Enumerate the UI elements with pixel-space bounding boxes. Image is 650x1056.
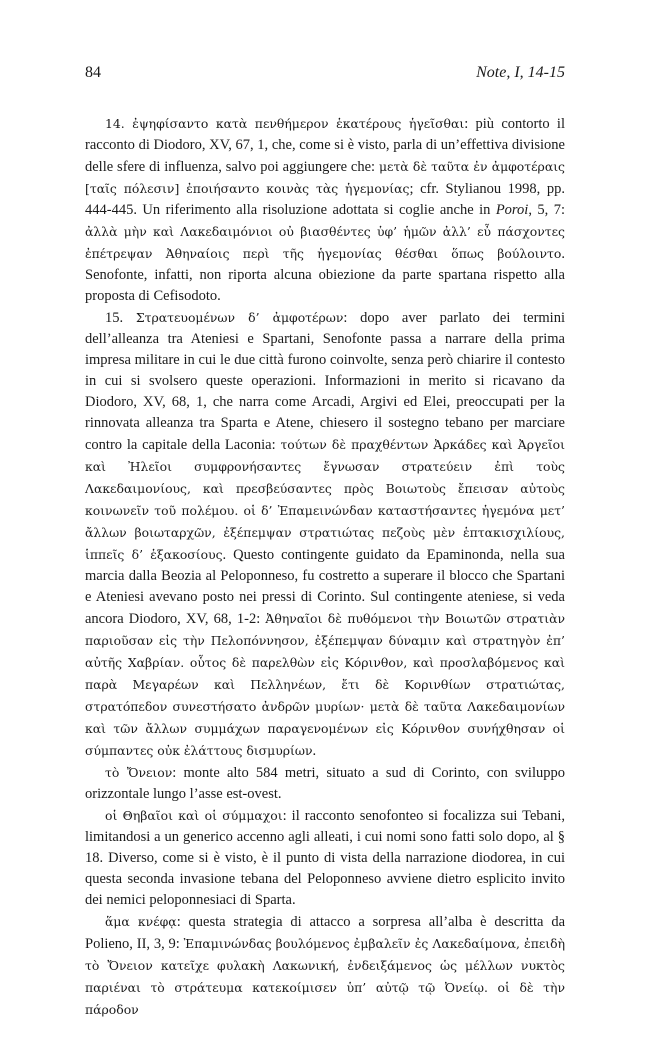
- greek-quotation: τὸ Ὄνειον: [105, 765, 173, 780]
- commentary-text: : il racconto senofonteo si focalizza sui Tebani, limitandosi a un generico accenno agli alleati, i cui nomi sono fatti solo dopo, al § 18. Diverso, come si è visto, è il punto di vista della narrazione diodorea, in cui questa seconda invasione tebana del Peloponneso avviene dietro esplicito invito dei nemici peloponnesiaci di Sparta.: [85, 808, 565, 908]
- commentary-text: .: [312, 743, 317, 759]
- page-number: 84: [85, 64, 101, 81]
- greek-quotation: ἅμα κνέφᾳ: [105, 914, 177, 929]
- greek-quotation: Στρατευομένων δ’ ἀμφοτέρων: [135, 310, 344, 325]
- greek-quotation: Ἐπαμινώνδας βουλόμενος ἐμβαλεῖν ἐς Λακεδαίμονα, ἐπειδὴ τὸ Ὄνειον κατεῖχε φυλακὴ Λακωνική, ἐνδειξάμενος ὡς μέλλων νυκτὸς παριέναι τὸ στράτευμα κατεκοίμισεν ὑπ’ αὐτῷ τῷ Ὀνείῳ. οἱ δὲ τὴν πάροδον: [85, 936, 565, 1017]
- running-head: Note, I, 14-15: [476, 64, 565, 81]
- note-paragraph: [85, 307, 565, 762]
- greek-quotation: Ἀθηναῖοι δὲ πυθόμενοι τὴν Βοιωτῶν στρατιὰν παριοῦσαν εἰς τὴν Πελοπόννησον, ἐξέπεμψαν δύναμιν καὶ στρατηγὸν ἐπ’ αὐτῆς Χαβρίαν. οὗτος δὲ παρελθὼν εἰς Κόρινθον, καὶ προσλαβόμενος καὶ παρὰ Μεγαρέων καὶ Πελληνέων, ἔτι δὲ Κορινθίων στρατιώτας, στρατόπεδον συνεστήσατο ἀνδρῶν μυρίων· μετὰ δὲ ταῦτα Λακεδαιμονίων καὶ τῶν ἄλλων συμμάχων παραγενομένων εἰς Κόρινθον συνήχθησαν οἱ σύμπαντες οὐκ ἐλάττους δισμυρίων: [85, 611, 565, 758]
- commentary-text: : più contorto il racconto di Diodoro, XV, 67, 1, che, come si è visto, parla di un’effettiva divisione delle sfere di influenza, salvo poi aggiungere che:: [85, 116, 565, 175]
- note-paragraph: [85, 911, 565, 1021]
- greek-quotation: μετὰ δὲ ταῦτα ἐν ἀμφοτέραις [ταῖς πόλεσιν] ἐποιήσαντο κοινὰς τὰς ἡγεμονίας: [85, 159, 565, 196]
- notes-body: [85, 113, 565, 1021]
- greek-quotation: οἱ Θηβαῖοι καὶ οἱ σύμμαχοι: [105, 808, 283, 823]
- commentary-text: 15.: [105, 310, 136, 326]
- commentary-text: : questa strategia di attacco a sorpresa all’alba è descritta da Polieno, II, 3, 9:: [85, 914, 565, 952]
- note-paragraph: [85, 762, 565, 805]
- commentary-text: . Questo contingente guidato da Epaminonda, nella sua marcia dalla Beozia al Peloponneso, fu costretto a superare il blocco che Spartani e Ateniesi avevano posto nei pressi di Corinto. Sul contingente ateniese, si veda ancora Diodoro, XV, 68, 1-2:: [85, 547, 565, 627]
- italic-title: Poroi: [495, 202, 529, 218]
- greek-quotation: ἀλλὰ μὴν καὶ Λακεδαιμόνιοι οὐ βιασθέντες ὑφ’ ἡμῶν ἀλλ’ εὖ πάσχοντες ἐπέτρεψαν Ἀθηναίοις περὶ τῆς ἡγεμονίας θέσθαι ὅπως βούλοιντο: [85, 224, 565, 261]
- commentary-text: ; cfr. Stylianou 1998, pp. 444-445. Un riferimento alla risoluzione adottata si coglie anche in: [85, 181, 565, 218]
- commentary-text: : monte alto 584 metri, situato a sud di Corinto, con sviluppo orizzontale lungo l’asse est-ovest.: [85, 765, 565, 802]
- commentary-text: , 5, 7:: [528, 202, 565, 218]
- greek-quotation: 14. ἐψηφίσαντο κατὰ πενθήμερον ἑκατέρους ἡγεῖσθαι: [105, 116, 465, 131]
- commentary-text: : dopo aver parlato dei termini dell’alleanza tra Ateniesi e Spartani, Senofonte passa a narrare della prima impresa militare in cui le due città furono coinvolte, senza però chiarire il contesto in cui si svolsero queste operazioni. Informazioni in merito si ricavano da Diodoro, XV, 68, 1, che narra come Arcadi, Argivi ed Elei, preoccupati per la rinnovata alleanza tra Sparta e Atene, chiesero il sostegno tebano per marciare contro la capitale della Laconia:: [85, 310, 565, 453]
- page-header: [85, 64, 565, 88]
- note-paragraph: [85, 113, 565, 307]
- commentary-text: . Senofonte, infatti, non riporta alcuna obiezione da parte spartana rispetto alla proposta di Cefisodoto.: [85, 246, 565, 304]
- greek-quotation: τούτων δὲ πραχθέντων Ἀρκάδες καὶ Ἀργεῖοι καὶ Ἠλεῖοι συμφρονήσαντες ἔγνωσαν στρατεύειν ἐπὶ τοὺς Λακεδαιμονίους, καὶ πρεσβεύσαντες πρὸς Βοιωτοὺς ἔπεισαν αὐτοὺς κοινωνεῖν τοῦ πολέμου. οἱ δ’ Ἐπαμεινώνδαν καταστήσαντες ἡγεμόνα μετ’ ἄλλων βοιωταρχῶν, ἐξέπεμψαν στρατιώτας πεζοὺς μὲν ἑπτακισχιλίους, ἱππεῖς δ’ ἑξακοσίους: [85, 437, 565, 562]
- note-paragraph: [85, 805, 565, 911]
